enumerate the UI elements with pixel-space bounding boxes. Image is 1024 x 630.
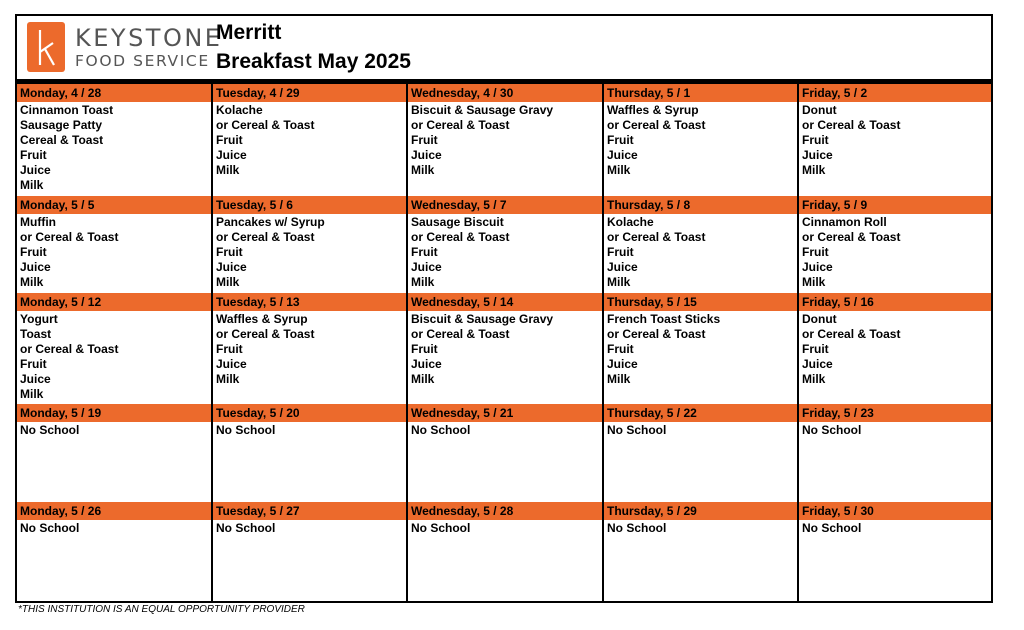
menu-item: Milk [607, 275, 631, 289]
menu-items [213, 102, 406, 178]
day-cell [797, 196, 991, 293]
menu-item: Sausage Patty [20, 118, 103, 132]
menu-item: Milk [216, 275, 240, 289]
day-header: Wednesday, 4 / 30 [408, 84, 602, 102]
menu-item: Juice [607, 260, 638, 274]
menu-items [799, 520, 991, 536]
menu-item: or Cereal & Toast [802, 327, 901, 341]
menu-items [213, 520, 406, 536]
menu-item: No School [607, 423, 667, 437]
menu-item: Juice [607, 357, 638, 371]
menu-item: Milk [411, 275, 435, 289]
day-header: Friday, 5 / 2 [799, 84, 991, 102]
menu-item: Sausage Biscuit [411, 215, 504, 229]
menu-item: Milk [802, 372, 826, 386]
menu-item: Cinnamon Roll [802, 215, 887, 229]
menu-item: Juice [216, 260, 247, 274]
menu-item: Fruit [607, 133, 634, 147]
menu-item: No School [411, 521, 471, 535]
day-cell [797, 293, 991, 404]
day-header: Monday, 5 / 26 [17, 502, 211, 520]
menu-item: Fruit [607, 342, 634, 356]
day-header: Wednesday, 5 / 21 [408, 404, 602, 422]
menu-item: Fruit [216, 133, 243, 147]
day-header: Monday, 5 / 5 [17, 196, 211, 214]
menu-item: Milk [411, 372, 435, 386]
menu-item: Biscuit & Sausage Gravy [411, 103, 554, 117]
menu-item: Fruit [411, 342, 438, 356]
menu-item: Cereal & Toast [20, 133, 104, 147]
day-cell [211, 84, 406, 196]
menu-item: or Cereal & Toast [20, 230, 119, 244]
menu-items [799, 214, 991, 290]
menu-items [799, 311, 991, 387]
menu-items [213, 214, 406, 290]
menu-item: No School [607, 521, 667, 535]
day-header: Monday, 4 / 28 [17, 84, 211, 102]
menu-item: No School [20, 521, 80, 535]
menu-item: Milk [216, 372, 240, 386]
menu-item: Fruit [802, 342, 829, 356]
menu-item: or Cereal & Toast [411, 118, 510, 132]
menu-item: or Cereal & Toast [802, 118, 901, 132]
menu-items [17, 214, 211, 290]
menu-item: Juice [20, 372, 51, 386]
menu-item: Fruit [216, 245, 243, 259]
menu-items [213, 311, 406, 387]
menu-item: Milk [607, 163, 631, 177]
day-cell [797, 502, 991, 601]
keystone-logo [25, 22, 223, 72]
day-cell [406, 404, 602, 502]
menu-item: Juice [802, 260, 833, 274]
day-header: Monday, 5 / 12 [17, 293, 211, 311]
menu-item: Fruit [20, 245, 47, 259]
menu-item: Fruit [216, 342, 243, 356]
menu-items [408, 422, 602, 438]
menu-item: or Cereal & Toast [607, 230, 706, 244]
day-header: Thursday, 5 / 15 [604, 293, 797, 311]
menu-item: Yogurt [20, 312, 58, 326]
day-header: Wednesday, 5 / 7 [408, 196, 602, 214]
menu-items [17, 102, 211, 193]
menu-item: Juice [411, 260, 442, 274]
day-header: Tuesday, 5 / 20 [213, 404, 406, 422]
menu-item: Milk [20, 387, 44, 401]
day-cell [797, 84, 991, 196]
menu-item: Pancakes w/ Syrup [216, 215, 325, 229]
menu-item: Waffles & Syrup [607, 103, 699, 117]
day-header: Friday, 5 / 23 [799, 404, 991, 422]
footer-note: *THIS INSTITUTION IS AN EQUAL OPPORTUNITY PROVIDER [18, 604, 305, 615]
menu-item: Donut [802, 312, 837, 326]
day-cell [602, 196, 797, 293]
day-cell [17, 404, 211, 502]
menu-item: or Cereal & Toast [216, 230, 315, 244]
menu-item: No School [216, 521, 276, 535]
menu-item: Juice [20, 260, 51, 274]
menu-items [17, 520, 211, 536]
menu-item: Juice [802, 357, 833, 371]
menu-item: Juice [411, 148, 442, 162]
menu-item: Fruit [802, 133, 829, 147]
menu-item: Fruit [411, 133, 438, 147]
day-header: Tuesday, 4 / 29 [213, 84, 406, 102]
logo-text-keystone: KEYSTONE [75, 24, 223, 52]
menu-items [408, 214, 602, 290]
menu-item: Juice [607, 148, 638, 162]
day-cell [211, 293, 406, 404]
menu-item: Cinnamon Toast [20, 103, 114, 117]
menu-item: Milk [802, 275, 826, 289]
menu-items [604, 422, 797, 438]
menu-item: No School [20, 423, 80, 437]
day-header: Friday, 5 / 9 [799, 196, 991, 214]
menu-items [17, 311, 211, 402]
menu-item: Juice [802, 148, 833, 162]
menu-calendar [15, 14, 993, 603]
menu-item: Juice [411, 357, 442, 371]
menu-items [408, 102, 602, 178]
day-cell [17, 196, 211, 293]
day-cell [406, 502, 602, 601]
menu-item: or Cereal & Toast [607, 118, 706, 132]
day-header: Wednesday, 5 / 28 [408, 502, 602, 520]
menu-item: Donut [802, 103, 837, 117]
day-cell [211, 502, 406, 601]
menu-item: or Cereal & Toast [20, 342, 119, 356]
menu-item: Juice [216, 148, 247, 162]
week-row [17, 502, 991, 601]
day-header: Friday, 5 / 16 [799, 293, 991, 311]
menu-item: Juice [20, 163, 51, 177]
week-row [17, 84, 991, 196]
menu-items [213, 422, 406, 438]
week-row [17, 404, 991, 502]
menu-item: Milk [607, 372, 631, 386]
menu-item: or Cereal & Toast [411, 327, 510, 341]
day-cell [797, 404, 991, 502]
day-cell [211, 196, 406, 293]
menu-item: Milk [411, 163, 435, 177]
week-grid [17, 84, 991, 601]
day-header: Thursday, 5 / 8 [604, 196, 797, 214]
day-cell [602, 84, 797, 196]
menu-item: Fruit [607, 245, 634, 259]
day-header: Monday, 5 / 19 [17, 404, 211, 422]
day-cell [17, 84, 211, 196]
menu-item: Fruit [802, 245, 829, 259]
menu-item: Milk [216, 163, 240, 177]
menu-item: No School [216, 423, 276, 437]
menu-items [408, 520, 602, 536]
menu-item: Kolache [216, 103, 263, 117]
menu-item: Milk [802, 163, 826, 177]
menu-items [408, 311, 602, 387]
menu-items [604, 214, 797, 290]
menu-items [17, 422, 211, 438]
menu-item: or Cereal & Toast [216, 327, 315, 341]
menu-item: French Toast Sticks [607, 312, 721, 326]
menu-item: Waffles & Syrup [216, 312, 308, 326]
week-row [17, 196, 991, 293]
day-cell [602, 502, 797, 601]
menu-items [799, 102, 991, 178]
menu-item: Toast [20, 327, 52, 341]
day-cell [17, 502, 211, 601]
menu-title: Breakfast May 2025 [216, 50, 411, 73]
day-cell [406, 84, 602, 196]
day-header: Thursday, 5 / 22 [604, 404, 797, 422]
school-name: Merritt [216, 21, 282, 44]
day-header: Friday, 5 / 30 [799, 502, 991, 520]
header [17, 16, 991, 79]
day-cell [602, 404, 797, 502]
menu-item: or Cereal & Toast [607, 327, 706, 341]
day-cell [406, 196, 602, 293]
menu-item: or Cereal & Toast [802, 230, 901, 244]
day-cell [211, 404, 406, 502]
menu-items [604, 311, 797, 387]
menu-item: Milk [20, 178, 44, 192]
k-logo-icon [27, 22, 65, 72]
week-row [17, 293, 991, 404]
menu-item: No School [802, 423, 862, 437]
day-header: Tuesday, 5 / 6 [213, 196, 406, 214]
menu-item: Milk [20, 275, 44, 289]
menu-item: Juice [216, 357, 247, 371]
logo-text-food-service: FOOD SERVICE [75, 52, 210, 70]
day-cell [602, 293, 797, 404]
menu-item: Muffin [20, 215, 56, 229]
menu-item: Fruit [20, 357, 47, 371]
menu-items [799, 422, 991, 438]
day-header: Tuesday, 5 / 27 [213, 502, 406, 520]
day-header: Thursday, 5 / 1 [604, 84, 797, 102]
menu-item: or Cereal & Toast [216, 118, 315, 132]
day-header: Tuesday, 5 / 13 [213, 293, 406, 311]
menu-items [604, 102, 797, 178]
day-cell [406, 293, 602, 404]
day-cell [17, 293, 211, 404]
day-header: Thursday, 5 / 29 [604, 502, 797, 520]
menu-item: No School [802, 521, 862, 535]
menu-item: Fruit [411, 245, 438, 259]
menu-item: Biscuit & Sausage Gravy [411, 312, 554, 326]
menu-item: Fruit [20, 148, 47, 162]
menu-item: No School [411, 423, 471, 437]
menu-item: Kolache [607, 215, 654, 229]
day-header: Wednesday, 5 / 14 [408, 293, 602, 311]
menu-item: or Cereal & Toast [411, 230, 510, 244]
menu-items [604, 520, 797, 536]
